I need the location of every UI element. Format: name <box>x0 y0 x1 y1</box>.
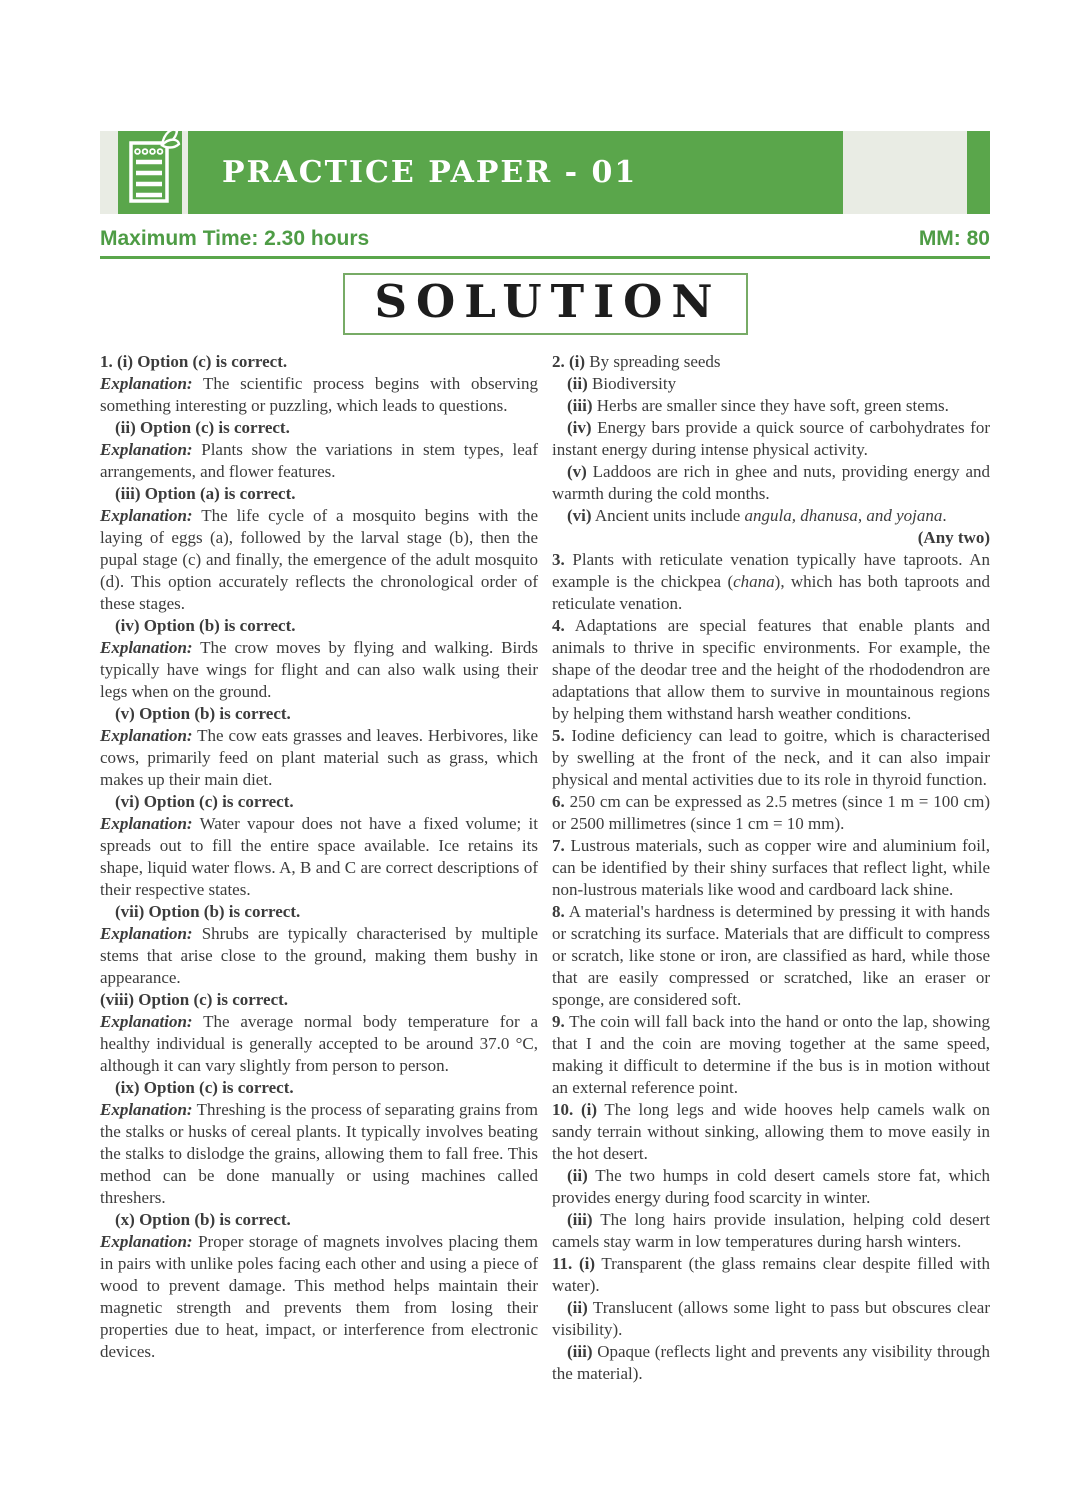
text-run: Explanation: <box>100 726 193 745</box>
paragraph <box>552 901 990 1011</box>
text-run: Explanation: <box>100 924 193 943</box>
text-run: (ii) <box>567 1166 588 1185</box>
header-spacer <box>843 131 967 214</box>
paragraph <box>552 527 990 549</box>
text-run: 4. <box>552 616 565 635</box>
text-run: Plants show the variations in stem types, leaf arrangements, and flower features. <box>100 440 538 481</box>
text-run: The crow moves by flying and walking. Birds typically have wings for flight and can also walk using their legs when on the ground. <box>100 638 538 701</box>
text-run: (v) Option (b) is correct. <box>115 704 291 723</box>
paragraph <box>100 901 538 923</box>
paragraph <box>100 791 538 813</box>
paragraph <box>552 1209 990 1253</box>
text-run: (ii) <box>567 1298 588 1317</box>
paragraph <box>552 835 990 901</box>
paragraph <box>100 813 538 901</box>
paragraph <box>100 351 538 373</box>
paragraph <box>100 615 538 637</box>
paragraph <box>100 505 538 615</box>
meta-row <box>100 227 990 251</box>
text-run: The two humps in cold desert camels store fat, which provides energy during food scarcity in winter. <box>552 1166 990 1207</box>
paragraph <box>552 1297 990 1341</box>
left-column <box>100 351 538 1385</box>
paragraph <box>552 395 990 417</box>
paragraph <box>100 417 538 439</box>
text-run: (iii) <box>567 396 593 415</box>
text-run: Adaptations are special features that enable plants and animals to thrive in specific environments. For example, the shape of the deodar tree and the height of the rhododendron are adaptations that allow them to survive in mountainous regions by helping them withstand harsh weather conditions. <box>552 616 990 723</box>
text-run: ), which has both taproots and reticulate venation. <box>552 572 990 613</box>
text-run: The cow eats grasses and leaves. Herbivores, like cows, primarily feed on plant material such as grass, which makes up their main diet. <box>100 726 538 789</box>
text-run: Translucent (allows some light to pass but obscures clear visibility). <box>552 1298 990 1339</box>
text-run: 250 cm can be expressed as 2.5 metres (since 1 m = 100 cm) or 2500 millimetres (since 1 cm = 10 mm). <box>552 792 990 833</box>
text-run: (iii) Option (a) is correct. <box>115 484 296 503</box>
text-run: (vi) Option (c) is correct. <box>115 792 294 811</box>
text-run: Water vapour does not have a fixed volume; it spreads out to fill the entire space available. Ice retains its shape, liquid water flows. A, B and C are correct descriptions of their respective states. <box>100 814 538 899</box>
text-run: 11. (i) <box>552 1254 596 1273</box>
paragraph <box>552 461 990 505</box>
text-run: 7. <box>552 836 565 855</box>
solution-banner-wrap <box>100 273 990 339</box>
paragraph <box>100 989 538 1011</box>
paragraph <box>552 351 990 373</box>
text-run: (Any two) <box>917 528 990 547</box>
text-run: Energy bars provide a quick source of carbohydrates for instant energy during intense physical activity. <box>552 418 990 459</box>
text-run: 5. <box>552 726 565 745</box>
text-run: Explanation: <box>100 506 193 525</box>
text-run: . <box>942 506 947 525</box>
paragraph <box>100 1011 538 1077</box>
paragraph <box>100 1077 538 1099</box>
text-run: Ancient units include <box>591 506 745 525</box>
text-run: Iodine deficiency can lead to goitre, which is characterised by swelling at the front of the neck, and it can also impair physical and mental activities due to its role in thyroid function. <box>552 726 990 789</box>
paragraph <box>552 1011 990 1099</box>
solution-body <box>100 351 990 1385</box>
paragraph <box>100 1099 538 1209</box>
header-banner <box>100 131 990 214</box>
text-run: Transparent (the glass remains clear despite filled with water). <box>552 1254 991 1295</box>
text-run: (v) <box>567 462 587 481</box>
text-run: 10. (i) <box>552 1100 597 1119</box>
paragraph <box>552 725 990 791</box>
paragraph <box>552 373 990 395</box>
marks-label: MM: 80 <box>918 227 990 250</box>
text-run: (ix) Option (c) is correct. <box>115 1078 294 1097</box>
paragraph <box>100 1209 538 1231</box>
text-run: A material's hardness is determined by pressing it with hands or scratching its surface. Materials that are difficult to compress or scratch, like stone or iron, are classified as hard, while those that are easily compressed or scratched, like an eraser or sponge, are considered soft. <box>552 902 990 1009</box>
text-run: Explanation: <box>100 638 193 657</box>
right-column <box>552 351 990 1385</box>
text-run: Explanation: <box>100 1100 193 1119</box>
text-run: 1. (i) Option (c) is correct. <box>100 352 288 371</box>
text-run: Biodiversity <box>587 374 677 393</box>
solution-heading: SOLUTION <box>374 275 722 328</box>
text-run: 6. <box>552 792 565 811</box>
paragraph <box>100 923 538 989</box>
text-run: Proper storage of magnets involves placing them in pairs with unlike poles facing each other and using a piece of wood to prevent damage. This method helps maintain their magnetic strength and prevents them from losing their properties due to heat, impact, or interference from electronic devices. <box>100 1232 538 1361</box>
paragraph <box>100 637 538 703</box>
header-title-band <box>188 131 843 214</box>
text-run: The coin will fall back into the hand or onto the lap, showing that I and the coin are moving together at the same speed, making it difficult to determine if the bus is in motion without an external reference point. <box>552 1012 990 1097</box>
text-run: Explanation: <box>100 1012 193 1031</box>
text-run: The life cycle of a mosquito begins with the laying of eggs (a), followed by the larval stage (b), then the pupal stage (c) and finally, the emergence of the adult mosquito (d). This option accurately reflects the chronological order of these stages. <box>100 506 538 613</box>
text-run: Shrubs are typically characterised by multiple stems that arise close to the ground, making them bushy in appearance. <box>100 924 538 987</box>
paragraph <box>100 1231 538 1363</box>
paragraph <box>100 439 538 483</box>
text-run: The scientific process begins with observing something interesting or puzzling, which leads to questions. <box>100 374 538 415</box>
text-run: Explanation: <box>100 440 193 459</box>
text-run: Explanation: <box>100 374 193 393</box>
text-run: Opaque (reflects light and prevents any visibility through the material). <box>552 1342 990 1383</box>
paragraph <box>552 549 990 615</box>
paragraph <box>552 791 990 835</box>
paragraph <box>100 373 538 417</box>
text-run: (vi) <box>567 506 592 525</box>
text-run: angula, dhanusa, and yojana <box>744 506 943 525</box>
text-run: (vii) Option (b) is correct. <box>115 902 301 921</box>
text-run: (iii) <box>567 1210 593 1229</box>
text-run: Explanation: <box>100 814 193 833</box>
page-title: PRACTICE PAPER - 01 <box>222 155 638 190</box>
text-run: The average normal body temperature for a healthy individual is generally accepted to be around 37.0 °C, although it can vary slightly from person to person. <box>100 1012 538 1075</box>
text-run: chana <box>733 572 775 591</box>
text-run: Threshing is the process of separating grains from the stalks or husks of cereal plants. It typically involves beating the stalks to dislodge the grains, allowing them to fall free. This method can be done manually or using machines called threshers. <box>100 1100 538 1207</box>
paragraph <box>552 615 990 725</box>
paragraph <box>552 1099 990 1165</box>
paragraph <box>552 1341 990 1385</box>
text-run: Laddoos are rich in ghee and nuts, providing energy and warmth during the cold months. <box>552 462 990 503</box>
paragraph <box>552 1165 990 1209</box>
paragraph <box>552 505 990 527</box>
text-run: By spreading seeds <box>585 352 721 371</box>
text-run: 3. <box>552 550 565 569</box>
max-time-label: Maximum Time: 2.30 hours <box>100 227 370 250</box>
text-run: Lustrous materials, such as copper wire and aluminium foil, can be identified by their shiny surfaces that reflect light, while non-lustrous materials like wood and cardboard lack shine. <box>552 836 990 899</box>
text-run: (iv) Option (b) is correct. <box>115 616 296 635</box>
header-right-bar <box>967 131 990 214</box>
text-run: (x) Option (b) is correct. <box>115 1210 291 1229</box>
text-run: (ii) Option (c) is correct. <box>115 418 290 437</box>
text-run: The long hairs provide insulation, helping cold desert camels stay warm in low temperatures during harsh winters. <box>552 1210 990 1251</box>
text-run: 2. (i) <box>552 352 586 371</box>
paragraph <box>100 725 538 791</box>
paragraph <box>100 483 538 505</box>
text-run: Herbs are smaller since they have soft, green stems. <box>592 396 949 415</box>
text-run: (iv) <box>567 418 592 437</box>
text-run: Plants with reticulate venation typically have taproots. An example is the chickpea ( <box>552 550 990 591</box>
paragraph <box>552 1253 990 1297</box>
paragraph <box>552 417 990 461</box>
text-run: (ii) <box>567 374 588 393</box>
text-run: (iii) <box>567 1342 593 1361</box>
text-run: The long legs and wide hooves help camels walk on sandy terrain without sinking, allowing them to move easily in the hot desert. <box>552 1100 990 1163</box>
text-run: 8. <box>552 902 565 921</box>
paragraph <box>100 703 538 725</box>
text-run: (viii) Option (c) is correct. <box>100 990 289 1009</box>
solution-heading-box <box>343 273 748 335</box>
document-with-clip-icon-svg <box>118 125 182 217</box>
document-with-clip-icon <box>118 131 182 214</box>
text-run: 9. <box>552 1012 565 1031</box>
divider-rule <box>100 256 990 259</box>
text-run: Explanation: <box>100 1232 193 1251</box>
